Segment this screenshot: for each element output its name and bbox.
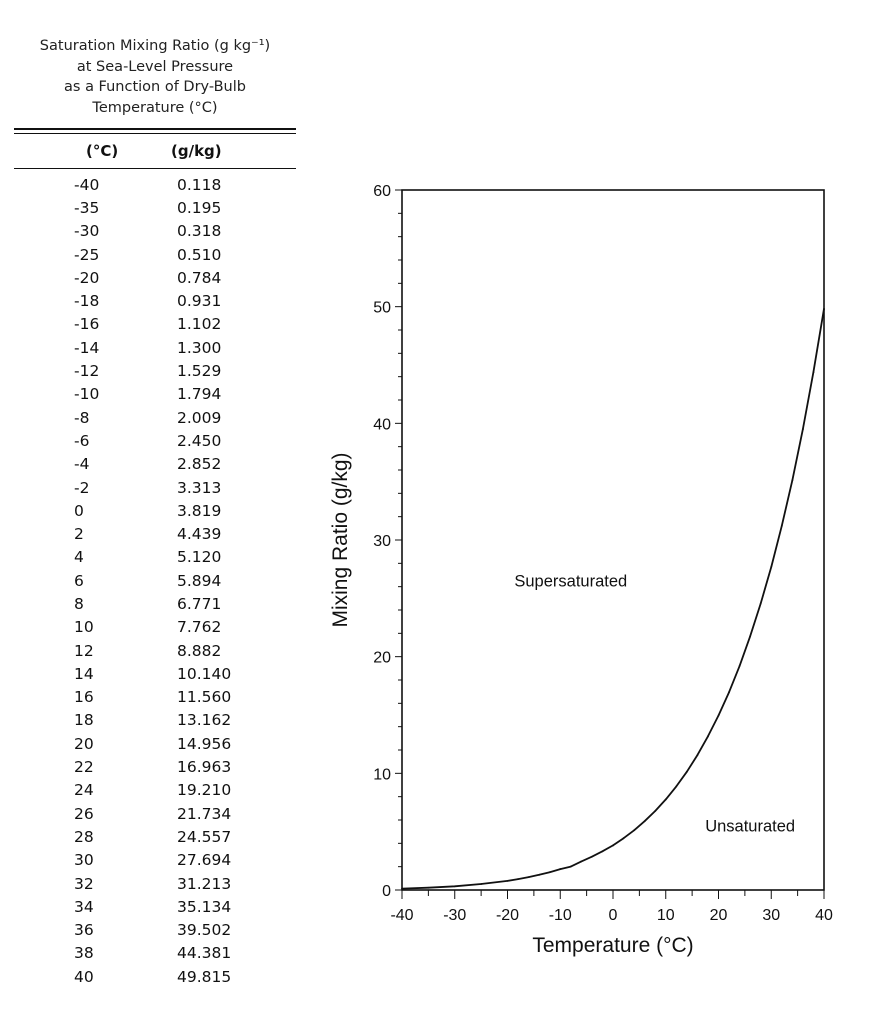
mixing-ratio-cell: 21.734 [177, 804, 232, 823]
mixing-ratio-cell: 1.529 [177, 362, 222, 381]
table-row [14, 825, 296, 848]
table-row [14, 220, 296, 243]
mixing-ratio-cell: 14.956 [177, 734, 232, 753]
table-row [14, 173, 296, 196]
mixing-ratio-cell: 24.557 [177, 827, 232, 846]
temperature-cell: 0 [74, 501, 84, 520]
mixing-ratio-cell: 2.009 [177, 408, 222, 427]
region-label: Supersaturated [514, 572, 628, 591]
temperature-cell: -4 [74, 455, 90, 474]
curve-point [686, 771, 688, 773]
table-row [14, 942, 296, 965]
mixing-ratio-cell: 5.894 [177, 571, 222, 590]
curve-point [570, 866, 572, 868]
mixing-ratio-cell: 2.450 [177, 431, 222, 450]
table-row [14, 313, 296, 336]
table-row [14, 779, 296, 802]
table-row [14, 849, 296, 872]
plot-frame [402, 190, 824, 890]
mixing-ratio-cell: 31.213 [177, 874, 232, 893]
curve-point [823, 308, 825, 310]
curve-point [538, 874, 540, 876]
table-row [14, 895, 296, 918]
temperature-cell: 20 [74, 734, 94, 753]
curve-point [480, 883, 482, 885]
curve-point [728, 691, 730, 693]
curve-point [665, 799, 667, 801]
curve-point [749, 636, 751, 638]
y-tick-label: 10 [373, 766, 391, 784]
table-body [14, 173, 296, 988]
curve-point [802, 428, 804, 430]
temperature-cell: 30 [74, 851, 94, 870]
temperature-cell: -18 [74, 292, 100, 311]
mixing-ratio-cell: 10.140 [177, 664, 232, 683]
table-row [14, 406, 296, 429]
temperature-cell: -10 [74, 385, 100, 404]
curve-point [517, 878, 519, 880]
temperature-cell: 24 [74, 781, 94, 800]
y-tick-label: 40 [373, 416, 391, 434]
mixing-ratio-cell: 44.381 [177, 944, 232, 963]
mixing-ratio-cell: 8.882 [177, 641, 222, 660]
table-row [14, 243, 296, 266]
temperature-cell: -2 [74, 478, 90, 497]
table-title [14, 36, 296, 118]
table-row [14, 709, 296, 732]
temperature-cell: -8 [74, 408, 90, 427]
temperature-cell: 2 [74, 525, 84, 544]
y-axis-label: Mixing Ratio (g/kg) [329, 452, 352, 628]
curve-point [427, 887, 429, 889]
mixing-ratio-cell: 7.762 [177, 618, 222, 637]
header-temperature: (°C) [86, 142, 119, 160]
table-row [14, 266, 296, 289]
y-tick-label: 0 [382, 883, 391, 900]
mixing-ratio-cell: 16.963 [177, 758, 232, 777]
temperature-cell: 22 [74, 758, 94, 777]
saturation-curve-line [402, 309, 824, 889]
table-row [14, 476, 296, 499]
table-row [14, 802, 296, 825]
curve-point [718, 715, 720, 717]
table-row [14, 499, 296, 522]
x-tick-label: -40 [390, 907, 414, 924]
curve-point [591, 856, 593, 858]
temperature-cell: 40 [74, 967, 94, 986]
table-row [14, 429, 296, 452]
table-row [14, 336, 296, 359]
curve-point [580, 861, 582, 863]
x-axis-label: Temperature (°C) [532, 934, 694, 957]
table-row [14, 522, 296, 545]
curve-point [813, 371, 815, 373]
mixing-ratio-cell: 5.120 [177, 548, 222, 567]
table-row [14, 872, 296, 895]
temperature-cell: 12 [74, 641, 94, 660]
temperature-cell: 36 [74, 921, 94, 940]
table-row [14, 616, 296, 639]
temperature-cell: 6 [74, 571, 84, 590]
y-tick-label: 20 [373, 649, 391, 667]
x-tick-label: 30 [762, 907, 781, 924]
table-header-rule [14, 168, 296, 169]
table-row [14, 592, 296, 615]
table-row [14, 546, 296, 569]
mixing-ratio-cell: 27.694 [177, 851, 232, 870]
curve-point [454, 885, 456, 887]
curve-point [654, 810, 656, 812]
temperature-cell: 32 [74, 874, 94, 893]
curve-point [623, 837, 625, 839]
table-row [14, 662, 296, 685]
curve-point [791, 479, 793, 481]
mixing-ratio-cell: 0.510 [177, 245, 222, 264]
temperature-cell: -30 [74, 222, 100, 241]
curve-point [697, 754, 699, 756]
temperature-cell: -40 [74, 175, 100, 194]
table-row [14, 639, 296, 662]
mixing-ratio-cell: 49.815 [177, 967, 232, 986]
mixing-ratio-table [14, 36, 296, 988]
table-row [14, 453, 296, 476]
x-tick-label: 0 [608, 907, 618, 924]
mixing-ratio-cell: 35.134 [177, 897, 232, 916]
curve-point [507, 880, 509, 882]
table-row [14, 196, 296, 219]
table-row [14, 965, 296, 988]
temperature-cell: 28 [74, 827, 94, 846]
temperature-cell: 34 [74, 897, 94, 916]
curve-point [707, 736, 709, 738]
temperature-cell: -6 [74, 431, 90, 450]
mixing-ratio-cell: 19.210 [177, 781, 232, 800]
table-row [14, 732, 296, 755]
temperature-cell: 26 [74, 804, 94, 823]
mixing-ratio-cell: 13.162 [177, 711, 232, 730]
temperature-cell: 8 [74, 594, 84, 613]
mixing-ratio-cell: 3.819 [177, 501, 222, 520]
x-tick-label: -30 [443, 907, 467, 924]
temperature-cell: -25 [74, 245, 100, 264]
table-title-line: as a Function of Dry-Bulb [64, 79, 246, 95]
temperature-cell: -14 [74, 338, 100, 357]
table-title-line: at Sea-Level Pressure [76, 58, 234, 75]
table-row [14, 919, 296, 942]
mixing-ratio-cell: 0.195 [177, 198, 222, 217]
temperature-cell: 4 [74, 548, 84, 567]
curve-point [401, 888, 403, 890]
mixing-ratio-cell: 39.502 [177, 921, 232, 940]
temperature-cell: -35 [74, 198, 100, 217]
mixing-ratio-cell: 2.852 [177, 455, 222, 474]
table-row [14, 755, 296, 778]
y-tick-label: 30 [373, 533, 391, 550]
curve-point [549, 871, 551, 873]
mixing-ratio-chart [320, 160, 860, 970]
temperature-cell: 16 [74, 688, 94, 707]
mixing-ratio-cell: 0.318 [177, 222, 222, 241]
y-tick-label: 60 [373, 183, 391, 200]
temperature-cell: 18 [74, 711, 94, 730]
mixing-ratio-cell: 1.300 [177, 338, 222, 357]
header-mixing-ratio: (g/kg) [171, 142, 222, 160]
curve-point [528, 876, 530, 878]
x-tick-label: 20 [709, 907, 728, 924]
table-title-line: Temperature (°C) [92, 99, 218, 116]
table-header [14, 134, 296, 168]
mixing-ratio-cell: 1.794 [177, 385, 222, 404]
curve-point [612, 845, 614, 847]
x-tick-label: 10 [656, 907, 675, 924]
mixing-ratio-cell: 3.313 [177, 478, 222, 497]
temperature-cell: 14 [74, 664, 94, 683]
table-row [14, 289, 296, 312]
curve-point [739, 665, 741, 667]
mixing-ratio-cell: 4.439 [177, 525, 222, 544]
curve-point [760, 603, 762, 605]
temperature-cell: -12 [74, 362, 100, 381]
table-title-line: Saturation Mixing Ratio (g kg⁻¹) [39, 38, 271, 54]
curve-point [559, 868, 561, 870]
temperature-cell: -16 [74, 315, 100, 334]
temperature-cell: 38 [74, 944, 94, 963]
curve-point [644, 820, 646, 822]
table-row [14, 686, 296, 709]
table-row [14, 569, 296, 592]
curve-point [633, 829, 635, 831]
curve-point [675, 785, 677, 787]
mixing-ratio-cell: 11.560 [177, 688, 232, 707]
y-tick-label: 50 [373, 299, 391, 317]
table-row [14, 383, 296, 406]
mixing-ratio-cell: 0.784 [177, 268, 222, 287]
temperature-cell: -20 [74, 268, 100, 287]
temperature-cell: 10 [74, 618, 94, 637]
curve-point [781, 525, 783, 527]
mixing-ratio-cell: 0.931 [177, 292, 222, 311]
mixing-ratio-cell: 1.102 [177, 315, 222, 334]
region-label: Unsaturated [705, 817, 796, 836]
mixing-ratio-cell: 0.118 [177, 175, 222, 194]
x-tick-label: 40 [815, 907, 833, 924]
x-tick-label: -20 [495, 907, 520, 924]
curve-point [602, 850, 604, 852]
x-tick-label: -10 [548, 907, 572, 924]
mixing-ratio-cell: 6.771 [177, 594, 222, 613]
table-row [14, 359, 296, 382]
curve-point [770, 566, 772, 568]
